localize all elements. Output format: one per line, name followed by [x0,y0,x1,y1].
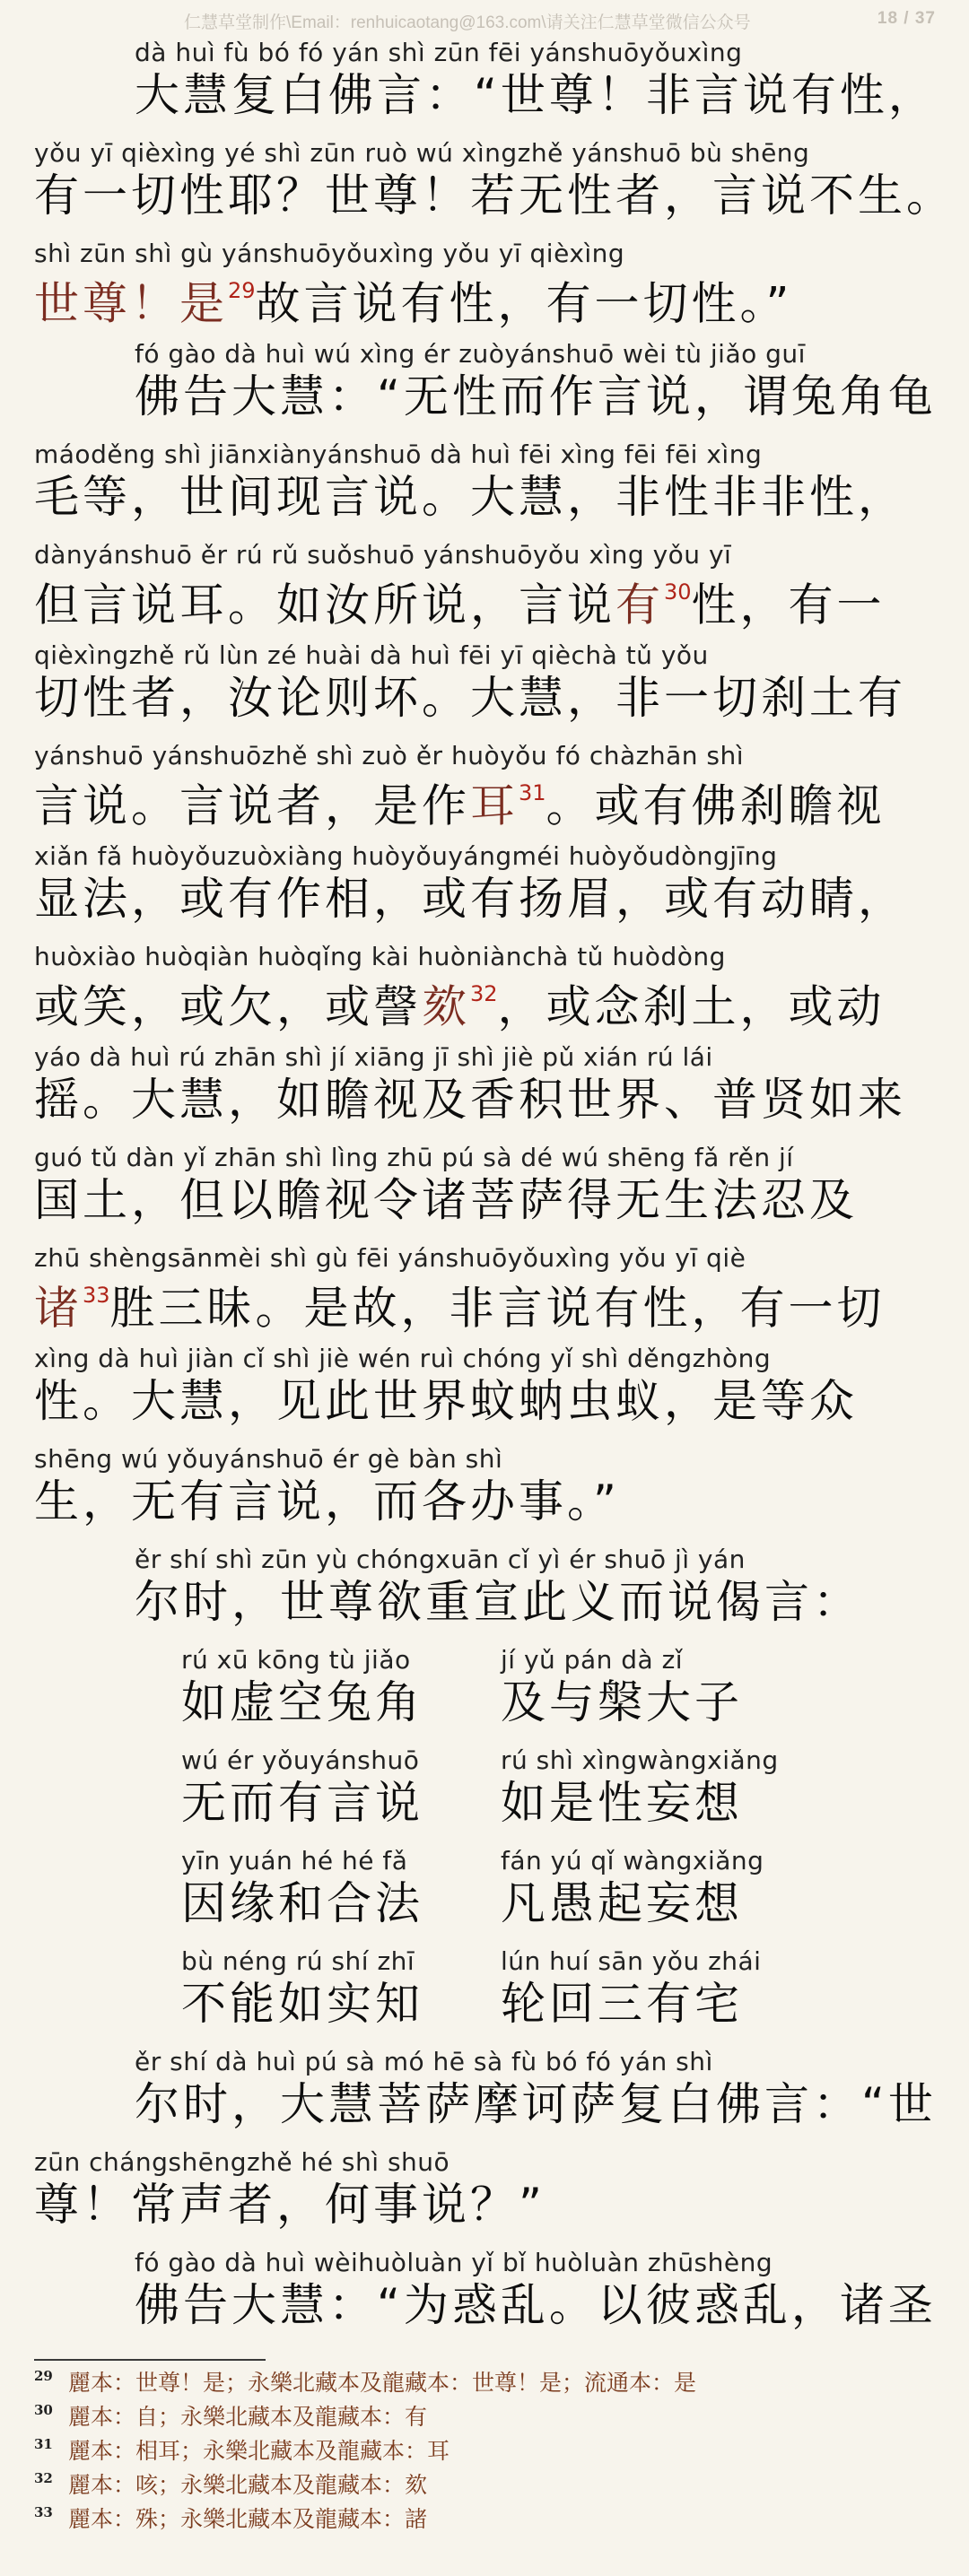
pinyin-line: ěr shí shì zūn yù chóngxuān cǐ yì ér shuō jì yán [135,1545,746,1574]
pinyin-line: huòxiào huòqiàn huòqǐng kài huòniànchà tǔ huòdòng [34,942,726,971]
verse-hemistich: 无而有言说 [181,1777,423,1829]
pinyin-line: shēng wú yǒuyánshuō ér gè bàn shì [34,1444,503,1474]
footnote-marker[interactable]: 31 [519,780,546,805]
hanzi-line: 尔时，世尊欲重宣此义而说偈言： [135,1576,861,1628]
hanzi-text: 但言说耳。如汝所说，言说 [34,579,615,631]
pinyin-line: ěr shí dà huì pú sà mó hē sà fù bó fó yán shì [135,2047,713,2076]
hanzi-line: 大慧复白佛言：“世尊！非言说有性， [135,69,937,121]
pinyin-line: bù néng rú shí zhī [181,1946,415,1976]
pinyin-line: yǒu yī qièxìng yé shì zūn ruò wú xìngzhě yánshuō bù shēng [34,138,810,168]
variant-text: 欬 [422,980,470,1033]
hanzi-line: 国土，但以瞻视令诸菩萨得无生法忍及 [34,1174,858,1226]
footnote-divider [34,2359,266,2361]
hanzi-text: 或笑，或欠，或謦 [34,980,422,1033]
footnote-marker[interactable]: 30 [664,579,692,605]
pinyin-line: zhū shèngsānmèi shì gù fēi yánshuōyǒuxìng yǒu yī qiè [34,1243,746,1273]
hanzi-line: 尔时，大慧菩萨摩诃萨复白佛言：“世 [135,2078,937,2130]
variant-text: 耳 [470,779,519,832]
footnote [34,2400,931,2434]
page-number: 18 / 37 [877,9,936,28]
hanzi-line: 切性者，汝论则坏。大慧，非一切刹土有 [34,672,906,724]
footnote-number: 30 [34,2402,53,2418]
pinyin-line: fó gào dà huì wèihuòluàn yǐ bǐ huòluàn zhūshèng [135,2248,773,2277]
hanzi-text: 性，有一 [691,579,886,631]
footnote [34,2366,931,2400]
verse-hemistich: 因缘和合法 [181,1877,423,1929]
hanzi-line: 性。大慧，见此世界蚊蚋虫蚁，是等众 [34,1375,858,1427]
verse-hemistich: 轮回三有宅 [501,1978,743,2030]
pinyin-line: fó gào dà huì wú xìng ér zuòyánshuō wèi tù jiǎo guī [135,339,806,369]
pinyin-line: xiǎn fǎ huòyǒuzuòxiàng huòyǒuyángméi huòyǒudòngjīng [34,841,778,871]
hanzi-text: 。或有佛刹瞻视 [546,779,886,832]
footnote [34,2468,931,2502]
footnote-text: 麗本：殊；永樂北藏本及龍藏本：諸 [68,2506,428,2532]
hanzi-line: 佛告大慧：“为惑乱。以彼惑乱，诸圣 [135,2279,937,2331]
hanzi-line: 尊！常声者，何事说？” [34,2179,546,2231]
hanzi-line: 佛告大慧：“无性而作言说，谓兔角龟 [135,370,937,422]
hanzi-line: 显法，或有作相，或有扬眉，或有动睛， [34,873,906,925]
verse-hemistich: 不能如实知 [181,1978,423,2030]
hanzi-line [34,970,886,1036]
variant-text: 诸 [34,1282,83,1335]
pinyin-line: guó tǔ dàn yǐ zhān shì lìng zhū pú sà dé wú shēng fǎ rěn jí [34,1143,794,1172]
pinyin-line: máoděng shì jiānxiànyánshuō dà huì fēi xìng fēi fēi xìng [34,439,763,469]
hanzi-line: 生，无有言说，而各办事。” [34,1475,620,1527]
footnote-text: 麗本：咳；永樂北藏本及龍藏本：欬 [68,2472,428,2498]
footnote-text: 麗本：世尊！是；永樂北藏本及龍藏本：世尊！是；流通本：是 [68,2370,697,2396]
hanzi-line: 摇。大慧，如瞻视及香积世界、普贤如来 [34,1074,906,1126]
footnote [34,2434,931,2468]
pinyin-line: yáo dà huì rú zhān shì jí xiāng jī shì jiè pǔ xián rú lái [34,1042,713,1072]
footnote-number: 32 [34,2470,53,2486]
pinyin-line: rú xū kōng tù jiǎo [181,1645,411,1675]
variant-text: 有 [615,579,664,631]
hanzi-text: 胜三昧。是故，非言说有性，有一切 [109,1282,886,1335]
hanzi-text: ，或念刹土，或动 [497,980,886,1033]
variant-text: 世尊！是 [34,277,228,330]
pinyin-line: zūn chángshēngzhě hé shì shuō [34,2147,450,2177]
pinyin-line: dànyánshuō ěr rú rǔ suǒshuō yánshuōyǒu xìng yǒu yī [34,540,732,570]
pinyin-line: xìng dà huì jiàn cǐ shì jiè wén ruì chóng yǐ shì děngzhòng [34,1344,772,1373]
verse-hemistich: 如虚空兔角 [181,1676,423,1728]
pinyin-line: lún huí sān yǒu zhái [501,1946,762,1976]
footnote-number: 33 [34,2504,53,2520]
footnote-marker[interactable]: 29 [228,278,256,303]
header-credit: 仁慧草堂制作\Email：renhuicaotang@163.com\请关注仁慧草堂微信公众号 [184,13,751,32]
footnote [34,2502,931,2537]
footnote-number: 29 [34,2368,53,2384]
footnote-number: 31 [34,2436,53,2452]
pinyin-line: yīn yuán hé hé fǎ [181,1846,408,1875]
pinyin-line: wú ér yǒuyánshuō [181,1745,420,1775]
footnote-marker[interactable]: 33 [83,1283,110,1308]
hanzi-text: 言说。言说者，是作 [34,779,470,832]
hanzi-line [34,569,886,634]
hanzi-line [34,770,886,835]
pinyin-line: qièxìngzhě rǔ lùn zé huài dà huì fēi yī qièchà tǔ yǒu [34,640,709,670]
verse-hemistich: 及与槃大子 [501,1676,743,1728]
hanzi-line: 毛等，世间现言说。大慧，非性非非性， [34,471,906,523]
footnote-text: 麗本：相耳；永樂北藏本及龍藏本：耳 [68,2438,450,2464]
pinyin-line: yánshuō yánshuōzhě shì zuò ěr huòyǒu fó chàzhān shì [34,741,744,770]
pinyin-line: fán yú qǐ wàngxiǎng [501,1846,764,1875]
footnote-marker[interactable]: 32 [470,981,498,1006]
verse-hemistich: 凡愚起妄想 [501,1877,743,1929]
footnote-text: 麗本：自；永樂北藏本及龍藏本：有 [68,2404,428,2430]
pinyin-line: shì zūn shì gù yánshuōyǒuxìng yǒu yī qièxìng [34,239,625,268]
hanzi-line [34,267,792,333]
verse-hemistich: 如是性妄想 [501,1777,743,1829]
pinyin-line: rú shì xìngwàngxiǎng [501,1745,779,1775]
hanzi-line [34,1272,886,1337]
pinyin-line: jí yǔ pán dà zǐ [501,1645,684,1675]
hanzi-line: 有一切性耶？世尊！若无性者，言说不生。 [34,170,955,222]
hanzi-text: 故言说有性，有一切性。” [255,277,793,330]
footnotes [34,2366,931,2537]
page-header [0,0,969,39]
pinyin-line: dà huì fù bó fó yán shì zūn fēi yánshuōyǒuxìng [135,38,743,67]
